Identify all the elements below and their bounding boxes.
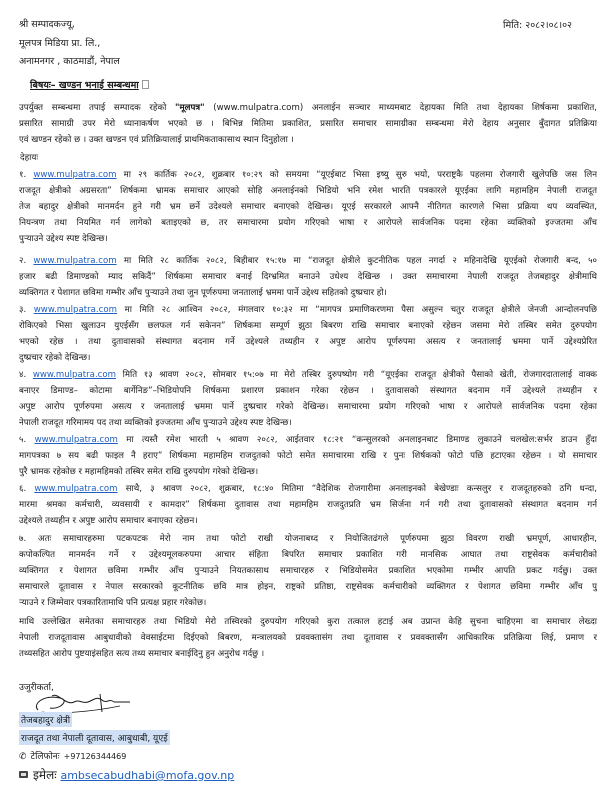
- subject-text: बिषयः– खण्डन भनाई सम्बन्धमा: [30, 80, 139, 91]
- point-2-line-1: [19, 255, 597, 267]
- brand-name: "मूलपत्र": [175, 103, 205, 113]
- complainant-label: उजुरीकर्ता,: [19, 683, 54, 693]
- mulpatra-link[interactable]: www.mulpatra.com: [33, 170, 117, 180]
- mulpatra-link[interactable]: www.mulpatra.com: [34, 435, 118, 445]
- intro-text: अनलाईन सञ्चार माध्यमबाट देहायका मिति तथा देहायका शिर्षकमा प्रकाशित,: [311, 103, 597, 113]
- point-4-line-3: अपुष्ट आरोप पूर्णरुपमा असत्य र जनतालाई भ्रममा पार्ने दुष्प्रचार गरेको देखिन्छ। समाचारमा प्रयोग गरिएको भाषा र आरोपले सार्वजनिक पदमा रहेका: [19, 402, 597, 412]
- email-label: इमेलः: [33, 768, 57, 782]
- closing-line-1: माथि उल्लेखित समेतका समाचारहरु तथा भिडियो मेरो तस्विरको दुरुपयोग गरिएको कुरा तत्काल हटाई अब उप्रान्त केहि सुचना चाहिएमा वा समाचार लेख्दा: [19, 617, 597, 627]
- point-7-line-1: [19, 533, 597, 545]
- dehaya-label: देहायः: [20, 153, 39, 163]
- mulpatra-link[interactable]: www.mulpatra.com: [32, 370, 117, 380]
- point-6-line-2: मारमा श्रमका कर्मचारी, व्यवसायी र कामदार” शिर्षकमा दुतावास तथा महामहिम राजदुतप्रति भ्रम सिर्जना गर्न गरी तथा दुतावासको संस्थागत बदनाम गर्न: [19, 500, 597, 510]
- point-7-line-3: व्यक्तिगत र पेशागत छविमा गम्भीर आँच पुऱ्याउने नियतकासाथ समाचारहरु र भिडियोसमेत प्रकाशित भएकोमा गम्भीर आपति प्रकट गर्दछु। उक्त: [19, 566, 597, 576]
- point-7-line-4: समाचारले दूतावास र नेपाल सरकारको कूटनीतिक छवि मात्र होइन, राष्ट्रको प्रतिष्ठा, राष्ट्रसेवक कर्मचारीको व्यक्तिगत र पेशागत छविमा गम्भीर आँच पु: [19, 582, 597, 592]
- intro-site: (www.mulpatra.com): [204, 103, 312, 113]
- signatory-post: राजदूत तथा नेपाली दूतावास, आबुधाबी, यूएई: [19, 730, 170, 745]
- point-number: २.: [19, 256, 27, 266]
- point-1-line-4: नियन्त्रण तथा नियमित गर्न लागेको बताइएको छ, तर समाचारमा प्रयोग गरिएको भाषा र आरोपले सार्वजनिक पदमा रहेका व्यक्तिको इज्जतमा आँच: [19, 218, 597, 228]
- point-2-line-2: हजार बढी डिमाण्डको म्याद सकिदैं” शिर्षकमा समाचार बनाई दिग्भ्रमित बनाउने उधेश्य देखिन्छ । उक्त समाचारमा नेपाली राजदूत तेजबहादुर क्षेत्रीमाथि: [19, 272, 597, 282]
- recipient-line-1: श्री सम्पादकज्यू,: [19, 19, 75, 30]
- intro-line-1: [19, 102, 597, 114]
- point-number: ५.: [19, 435, 27, 445]
- point-5-line-1: [19, 434, 597, 446]
- point-text: मा मिति २८ आश्विन २०८२, मंगलवार १०:३२ मा “मागपत्र प्रमाणिकरणमा पैसा असुल्न चतुर राजदूत क्षेत्रीले जेनजी आन्दोलनपछि: [117, 305, 597, 315]
- point-7-line-5: ऱ्याउने र जिम्मेवार पत्रकारितामाथि पनि प्रत्यक्ष प्रहार गरेकोछ।: [19, 598, 207, 608]
- mulpatra-link[interactable]: www.mulpatra.com: [33, 256, 117, 266]
- subject-line: [30, 78, 149, 91]
- point-text: मा मिति २८ कार्तिक २०८२, बिहीबार १५:१७ मा “राजदूत क्षेत्रीले कुटनीतिक पहल नगर्दा २ महिनादेखि यूएईको रोजगारी बन्द, ५०: [116, 256, 597, 266]
- point-5-line-3: पुरै भ्रामक रहेकोछ र महामहिमको तस्बिर समेत राखि दुरुपयोग गरेको देखिन्छ।: [19, 467, 259, 477]
- telephone-number: +97126344469: [63, 752, 127, 761]
- intro-line-3: एवं खण्डन रहेको छ । उक्त खण्डन एवं प्रतिक्रियालाई प्राथमिकताकासाथ स्थान दिनुहोला ।: [19, 135, 294, 145]
- point-1-line-1: [19, 169, 597, 181]
- point-4-line-4: नेपाली राजदूत गरिमामय पद तथा व्यक्तिको इज्जतमा आँच पुऱ्याउने उद्देश्य स्पष्ट देखिन्छ।: [19, 418, 292, 428]
- point-number: ७.: [19, 534, 27, 544]
- point-6-line-3: उद्देश्यले तथ्यहीन र अपुष्ट आरोप समाचार बनाएका रहेछन।: [19, 516, 198, 526]
- recipient-line-3: अनामनगर , काठमाडौं, नेपाल: [19, 56, 120, 67]
- point-number: ३.: [19, 305, 27, 315]
- point-2-line-3: व्यक्तिगत र पेशागत छविमा गम्भीर आँच पुऱ्याउने तथा जुन पूर्णरुपमा जनतालाई भ्रममा पार्ने उद्देश्य सहितको दुष्प्रचार हो।: [19, 288, 387, 298]
- point-6-line-1: [19, 483, 597, 495]
- point-5-line-2: मागपत्रका ७ सय बढी फाइल नै हराए” शिर्षकमा महामहिम राजदुतको फोटो समेत समाचारमा राखि र पुनः शिर्षकको फोटो पछि हटाएका रहेछन । यो समाचार: [19, 451, 597, 461]
- point-number: ६.: [19, 484, 27, 494]
- point-text: अतः समाचारहरुमा पटकपटक मेरो नाम तथा फोटो राखी योजनाबध्द र नियोजितढंगले पूर्णरुपमा झुठा विवरण राखी भ्रमपूर्ण, आधारहीन,: [26, 534, 597, 544]
- point-3-line-2: रोकिएको भिसा खुलाउन युएईसँग छलफल गर्न सकेनन” शिर्षकमा सम्पूर्ण झुठा बिबरण राखि समाचार बनाएको रहेछन जसमा मेरो तस्बिर समेत दुरुपयोग: [19, 321, 597, 331]
- mulpatra-link[interactable]: www.mulpatra.com: [34, 484, 118, 494]
- point-4-line-2: बनाएर डिमाण्ड– कोटामा बार्गेनिङ”–भिडियोपनि शिर्षकमा प्रशारण प्रकाशन गरेका रहेछन । दुतावासको संस्थागत बदनाम गर्ने उद्देश्यले तथ्यहीन र: [19, 386, 597, 396]
- signatory-name: तेजबहादुर क्षेत्री: [19, 712, 72, 727]
- point-7-line-2: कपोकल्पित मानमर्दन गर्ने र उद्देश्यमूलकरुपमा आचार संहिता बिपरित समाचार प्रकाशित गरी मानसिक आघात तथा राष्ट्रसेवक कर्मचारीको: [19, 550, 597, 560]
- letter-date: मिति: २०८२।०८।०२: [503, 20, 572, 31]
- phone-icon: ✆: [19, 752, 27, 762]
- intro-line-2: प्रसारित सामाग्री उपर मेरो ध्यानाकर्षण भएको छ । बिभिन्न मितिमा प्रकाशित, प्रसारित समाचार सामाग्रीका सम्बन्धमा मेरो देहाय अनुसार बुँदागत प्रतिक्रिया: [19, 119, 597, 129]
- point-3-line-4: दुष्प्रचार रहेको देखिन्छ।: [19, 353, 91, 363]
- point-text: साथै, ३ श्रावण २०८२, शुक्रबार, १८:४० मितिमा “वैदेशिक रोजगारीमा अनलाइनको बेखेण्डाः कन्सलुर र राजदूतहरुको ठगि धन्दा,: [117, 484, 597, 494]
- point-number: १.: [19, 170, 27, 180]
- point-text: मा त्यस्तै रमेश भारती ५ श्रावण २०८२, आईतवार १८:२१ “कन्सुलरको अनलाइनबाट डिमाण्ड लुकाउने चलखेल:सर्भर डाउन हुँदा: [117, 435, 597, 445]
- point-1-line-3: तेज बहादुर क्षेत्रीको मानमर्दन हुने गरी भ्रम छर्ने उदेश्यले समाचार बनाएको देखिन्छ। यूएई सरकारले आफ्नै नीतिगत कारणले भिसा प्रक्रिया थप व्यवस्थित,: [19, 202, 597, 212]
- recipient-line-2: मूलपत्र मिडिया प्रा. लि.,: [19, 38, 101, 49]
- missing-glyph-box: [142, 80, 149, 89]
- email-link[interactable]: ambsecabudhabi@mofa.gov.np: [60, 769, 235, 782]
- point-text: मा २९ कार्तिक २०८२, शुक्रबार १०:२९ को समयमा “यूएईबाट भिसा इष्यु सुरु भयो, परराष्ट्रकै पहलमा रोजगारी खुलेपछि जस लिन: [116, 170, 597, 180]
- mulpatra-link[interactable]: www.mulpatra.com: [33, 305, 117, 315]
- point-4-line-1: [19, 369, 597, 381]
- point-3-line-3: भएको रहेछ । तथा दुतावासको संस्थागत बदनाम गर्ने उद्देश्यले तथ्यहीन र अपुष्ट आरोप पूर्णरुपमा असत्य र जनतालाई भ्रममा पार्ने उद्देश्यप्रेरित: [19, 337, 597, 347]
- closing-line-3: तथ्यसहित आरोप पुष्टयाइंसहित सत्य तथ्य समाचार बनाईदिनु हुन अनुरोध गर्दछु ।: [19, 649, 265, 659]
- telephone-label: टेलिफोनः: [30, 752, 60, 762]
- point-number: ४.: [19, 370, 27, 380]
- point-1-line-5: पुऱ्याउने उद्देश्य स्पष्ट देखिन्छ।: [19, 234, 108, 244]
- point-1-line-2: राजदूत क्षेत्रीको अग्रसरता” शिर्षकमा भ्रामक समाचार आएको सोहि अनलाईनको भिडियो भनि रमेश भारति पत्रकारले यूएईका लागि महामहिम नेपाली राजदूत: [19, 186, 597, 196]
- intro-text: उपर्युक्त सम्बन्धमा तपाई सम्पादक रहेको: [19, 103, 176, 113]
- point-3-line-1: [19, 304, 597, 316]
- closing-line-2: नेपाली राजदूतावास आबुधावीको वेवसाईटमा दिईएको बिबरण, मन्त्रालयको प्रववक्तासंग तथा दूतावास र प्रववक्तासँग आधिकारिक प्रतिक्रिया लिई, प्रमाण र: [19, 633, 597, 643]
- point-text: मिति १३ श्रावण २०८२, सोमबार १५:०७ मा मेरो तस्बिर दुरुपष्योग गरी “यूएईका राजदूत क्षेत्रीको पैसाको खेती, रोजगारदातालाई वाक्क: [116, 370, 597, 380]
